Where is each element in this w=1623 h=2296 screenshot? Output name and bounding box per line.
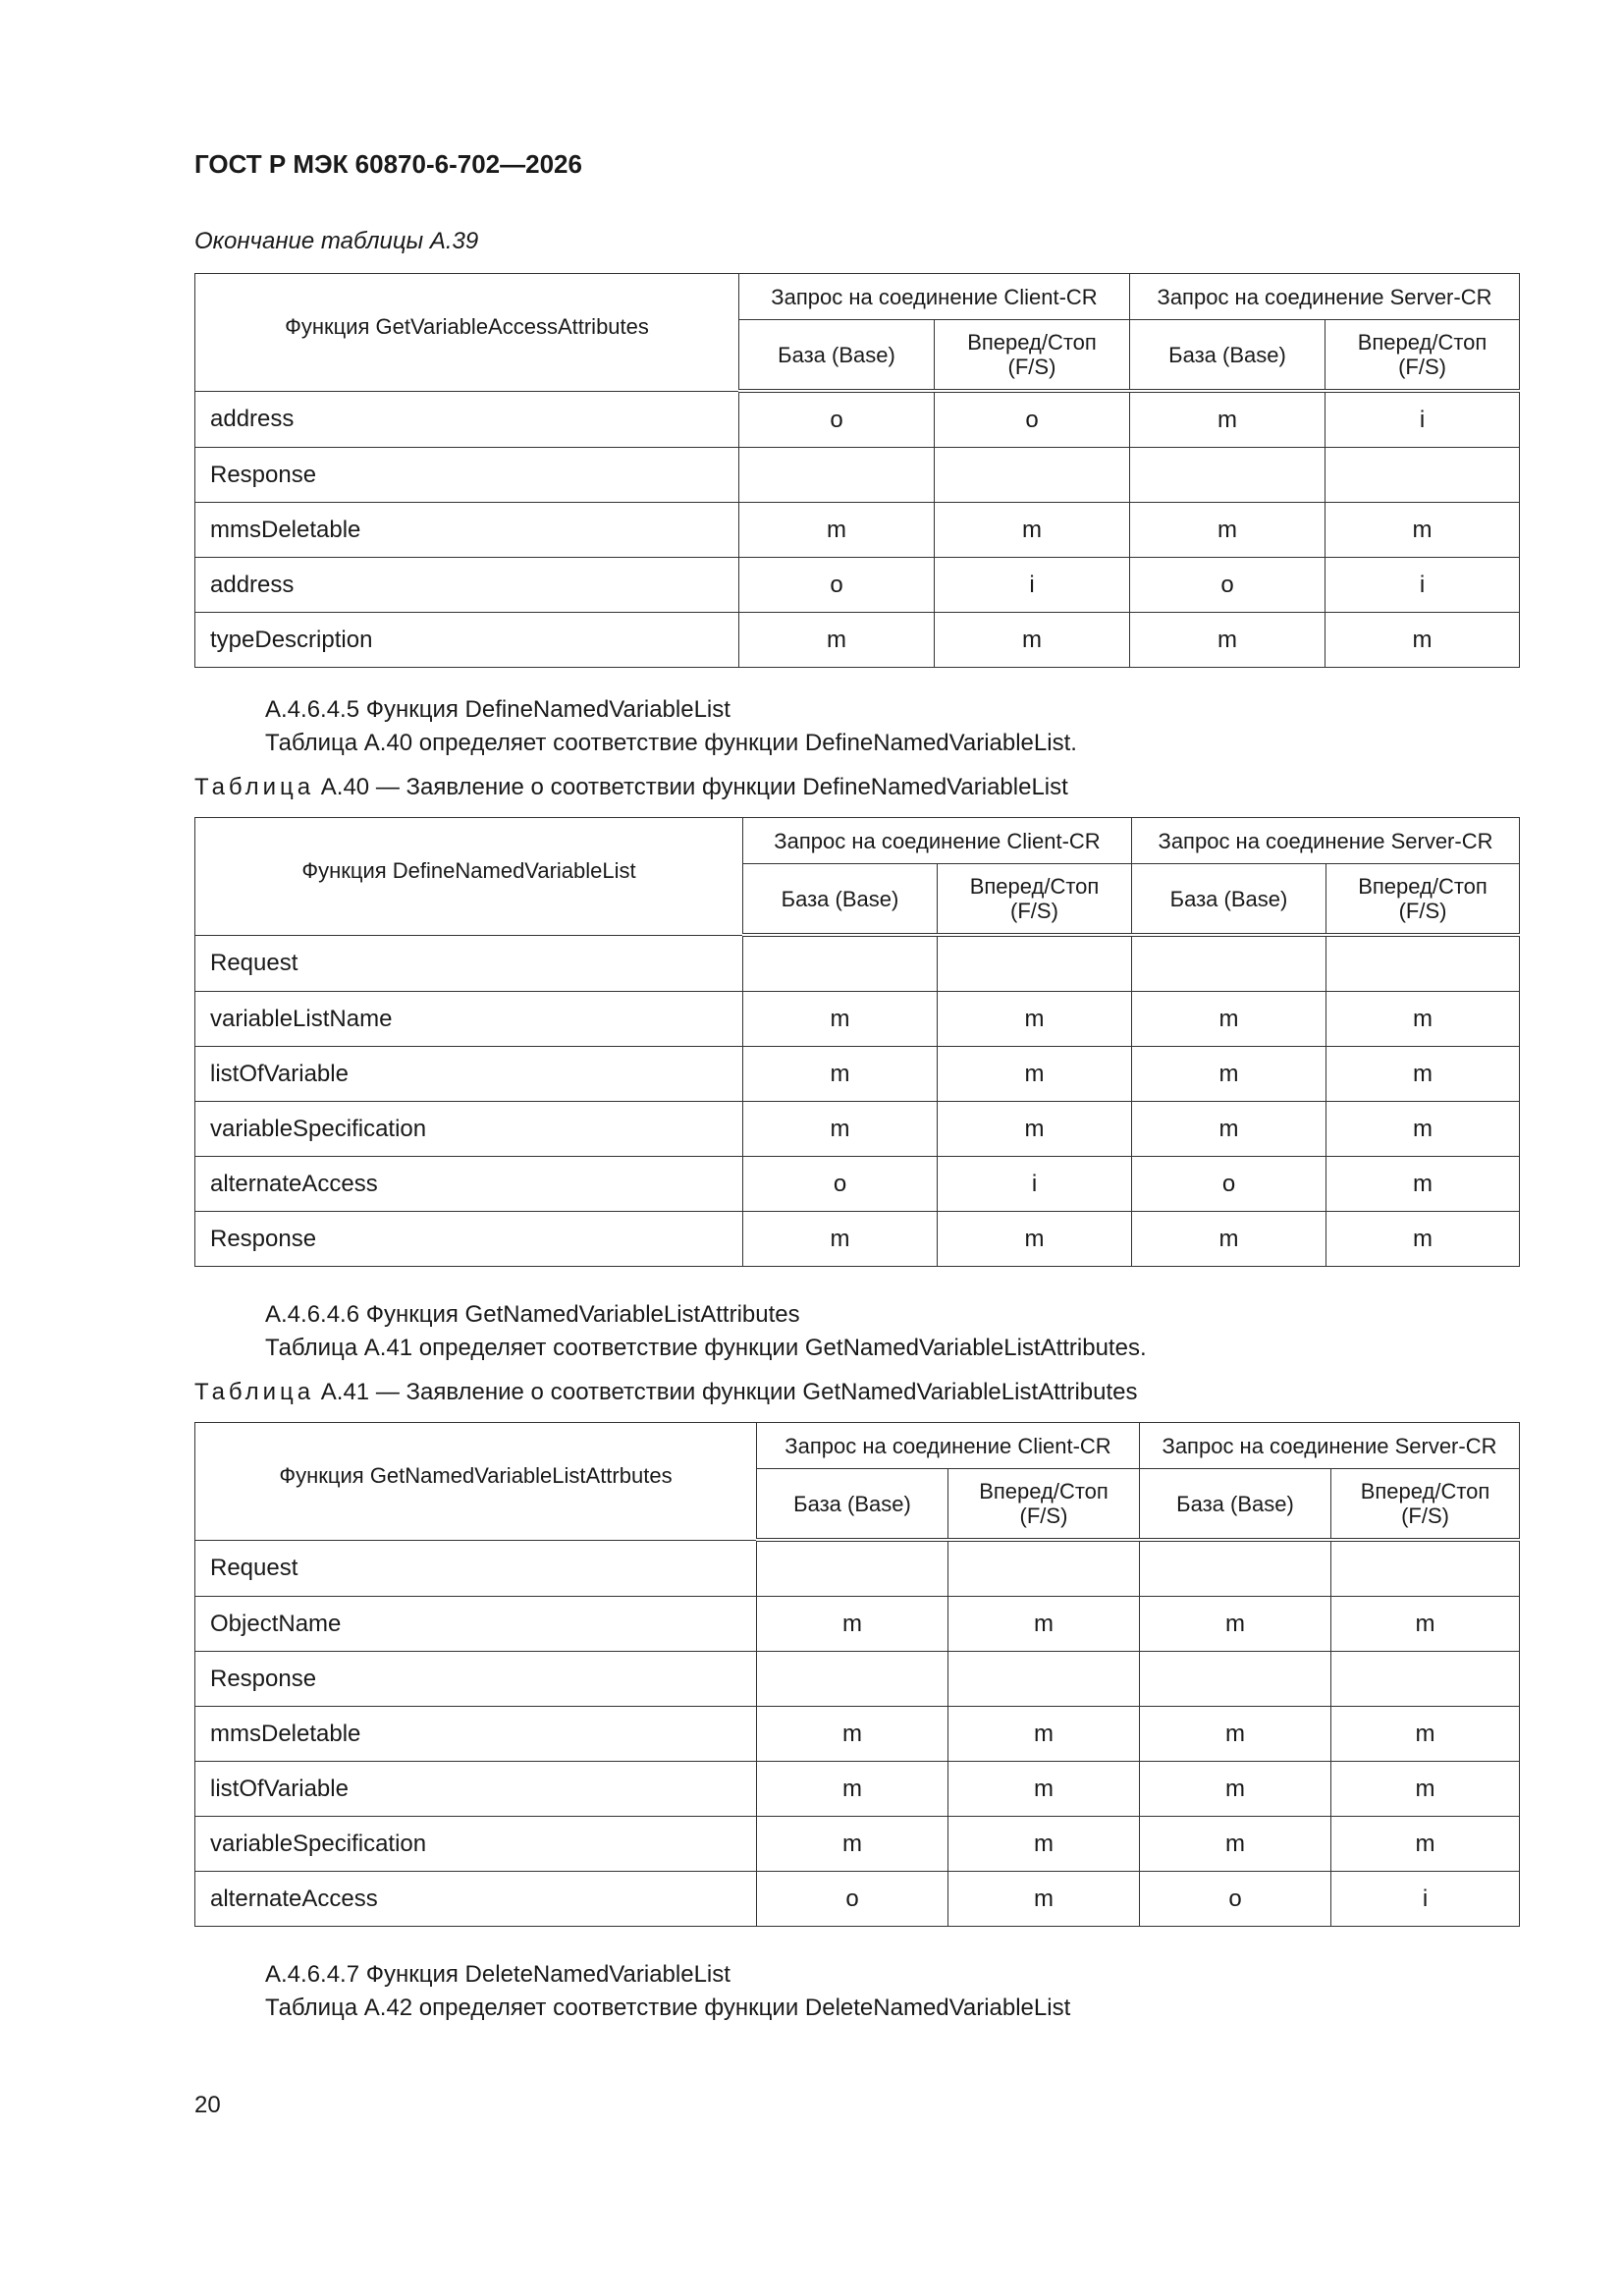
table-row: [195, 558, 1520, 613]
conformance-cell: i: [1325, 558, 1520, 613]
table-row: [195, 391, 1520, 448]
page-number: 20: [194, 2092, 221, 2118]
row-label: variableSpecification: [195, 1817, 757, 1872]
table-row: [195, 503, 1520, 558]
conformance-cell: m: [1326, 1157, 1520, 1212]
conformance-cell: o: [739, 391, 935, 448]
conformance-cell: m: [743, 1047, 938, 1102]
table-row: [195, 1597, 1520, 1652]
table-row: [195, 613, 1520, 668]
conformance-cell: m: [757, 1597, 948, 1652]
table-a39-block: [194, 273, 1519, 668]
base-column-header: База (Base): [1132, 864, 1326, 936]
conformance-cell: m: [1130, 613, 1325, 668]
row-label: mmsDeletable: [195, 1707, 757, 1762]
row-label: ObjectName: [195, 1597, 757, 1652]
fs-column-header: Вперед/Стоп (F/S): [948, 1469, 1140, 1541]
conformance-cell: m: [1331, 1817, 1520, 1872]
base-column-header: База (Base): [739, 320, 935, 392]
conformance-cell: [1331, 1540, 1520, 1597]
conformance-cell: [757, 1540, 948, 1597]
row-label: variableListName: [195, 992, 743, 1047]
document-header: ГОСТ Р МЭК 60870-6-702—2026: [194, 149, 582, 179]
conformance-cell: [948, 1652, 1140, 1707]
conformance-cell: m: [1326, 1102, 1520, 1157]
table-row: [195, 1157, 1520, 1212]
table-row: [195, 1212, 1520, 1267]
table-row: [195, 1872, 1520, 1927]
conformance-cell: o: [1140, 1872, 1331, 1927]
table-row: [195, 448, 1520, 503]
conformance-cell: m: [743, 992, 938, 1047]
conformance-cell: o: [1132, 1157, 1326, 1212]
clause-text: Таблица А.42 определяет соответствие функции DeleteNamedVariableList: [265, 1995, 1071, 2021]
conformance-cell: [743, 935, 938, 992]
conformance-cell: m: [938, 1212, 1132, 1267]
fs-column-header: Вперед/Стоп (F/S): [938, 864, 1132, 936]
table-row: [195, 1102, 1520, 1157]
table-a41: [194, 1422, 1520, 1927]
clause-text: Таблица А.41 определяет соответствие функции GetNamedVariableListAttributes.: [265, 1335, 1147, 1361]
conformance-cell: m: [1331, 1762, 1520, 1817]
client-cr-group-header: Запрос на соединение Client-CR: [739, 274, 1130, 320]
fs-column-header: Вперед/Стоп (F/S): [1331, 1469, 1520, 1541]
section-a4647: [194, 1958, 1519, 2025]
table-row: [195, 1817, 1520, 1872]
table-row: [195, 1762, 1520, 1817]
table-caption: Таблица А.41 — Заявление о соответствии функции GetNamedVariableListAttributes: [194, 1379, 1138, 1405]
conformance-cell: m: [938, 1102, 1132, 1157]
row-label: typeDescription: [195, 613, 739, 668]
clause-title: А.4.6.4.6 Функция GetNamedVariableListAttributes: [265, 1301, 800, 1328]
base-column-header: База (Base): [1130, 320, 1325, 392]
row-label: address: [195, 558, 739, 613]
conformance-cell: m: [948, 1597, 1140, 1652]
row-label: alternateAccess: [195, 1157, 743, 1212]
conformance-cell: m: [739, 613, 935, 668]
section-a4646: [194, 1298, 1519, 1927]
client-cr-group-header: Запрос на соединение Client-CR: [757, 1423, 1140, 1469]
conformance-cell: m: [1140, 1817, 1331, 1872]
conformance-cell: m: [938, 1047, 1132, 1102]
table-row: [195, 935, 1520, 992]
conformance-cell: m: [1325, 503, 1520, 558]
conformance-cell: m: [1140, 1597, 1331, 1652]
section-a4645: [194, 693, 1519, 1267]
row-label: Response: [195, 448, 739, 503]
conformance-cell: [1331, 1652, 1520, 1707]
fs-column-header: Вперед/Стоп (F/S): [1326, 864, 1520, 936]
conformance-cell: i: [1331, 1872, 1520, 1927]
clause-text: Таблица А.40 определяет соответствие функции DefineNamedVariableList.: [265, 730, 1077, 756]
table-row: [195, 992, 1520, 1047]
fs-column-header: Вперед/Стоп (F/S): [1325, 320, 1520, 392]
row-label: listOfVariable: [195, 1047, 743, 1102]
conformance-cell: i: [938, 1157, 1132, 1212]
row-label: Request: [195, 935, 743, 992]
row-label: mmsDeletable: [195, 503, 739, 558]
conformance-cell: m: [1132, 1212, 1326, 1267]
table-continuation-caption: Окончание таблицы А.39: [194, 228, 479, 254]
server-cr-group-header: Запрос на соединение Server-CR: [1130, 274, 1520, 320]
conformance-cell: m: [1132, 1047, 1326, 1102]
conformance-cell: [1140, 1652, 1331, 1707]
base-column-header: База (Base): [757, 1469, 948, 1541]
conformance-cell: m: [948, 1872, 1140, 1927]
table-row: [195, 1652, 1520, 1707]
conformance-cell: m: [1326, 1212, 1520, 1267]
table-row: [195, 1540, 1520, 1597]
conformance-cell: [739, 448, 935, 503]
conformance-cell: [1325, 448, 1520, 503]
conformance-cell: m: [1331, 1597, 1520, 1652]
conformance-cell: [1132, 935, 1326, 992]
client-cr-group-header: Запрос на соединение Client-CR: [743, 818, 1132, 864]
server-cr-group-header: Запрос на соединение Server-CR: [1140, 1423, 1520, 1469]
row-label: Response: [195, 1212, 743, 1267]
conformance-cell: [938, 935, 1132, 992]
conformance-cell: m: [1140, 1707, 1331, 1762]
row-label: address: [195, 391, 739, 448]
conformance-cell: m: [1331, 1707, 1520, 1762]
clause-title: А.4.6.4.7 Функция DeleteNamedVariableList: [265, 1961, 730, 1988]
function-column-header: Функция GetNamedVariableListAttrbutes: [195, 1423, 757, 1541]
conformance-cell: o: [739, 558, 935, 613]
conformance-cell: m: [935, 613, 1130, 668]
row-label: listOfVariable: [195, 1762, 757, 1817]
row-label: variableSpecification: [195, 1102, 743, 1157]
base-column-header: База (Base): [743, 864, 938, 936]
conformance-cell: m: [739, 503, 935, 558]
conformance-cell: m: [935, 503, 1130, 558]
conformance-cell: m: [743, 1102, 938, 1157]
conformance-cell: m: [948, 1762, 1140, 1817]
server-cr-group-header: Запрос на соединение Server-CR: [1132, 818, 1520, 864]
conformance-cell: i: [935, 558, 1130, 613]
conformance-cell: m: [757, 1817, 948, 1872]
conformance-cell: m: [938, 992, 1132, 1047]
fs-column-header: Вперед/Стоп (F/S): [935, 320, 1130, 392]
conformance-cell: [757, 1652, 948, 1707]
conformance-cell: [1130, 448, 1325, 503]
conformance-cell: m: [1326, 1047, 1520, 1102]
row-label: Response: [195, 1652, 757, 1707]
conformance-cell: m: [1130, 503, 1325, 558]
conformance-cell: [935, 448, 1130, 503]
conformance-cell: m: [1326, 992, 1520, 1047]
conformance-cell: m: [948, 1707, 1140, 1762]
conformance-cell: [1326, 935, 1520, 992]
conformance-cell: m: [948, 1817, 1140, 1872]
function-column-header: Функция GetVariableAccessAttributes: [195, 274, 739, 392]
conformance-cell: [1140, 1540, 1331, 1597]
conformance-cell: m: [1325, 613, 1520, 668]
row-label: Request: [195, 1540, 757, 1597]
table-caption: Таблица А.40 — Заявление о соответствии функции DefineNamedVariableList: [194, 774, 1068, 800]
clause-title: А.4.6.4.5 Функция DefineNamedVariableList: [265, 696, 730, 723]
conformance-cell: [948, 1540, 1140, 1597]
table-row: [195, 1047, 1520, 1102]
conformance-cell: m: [743, 1212, 938, 1267]
conformance-cell: o: [743, 1157, 938, 1212]
conformance-cell: m: [1140, 1762, 1331, 1817]
conformance-cell: m: [1132, 992, 1326, 1047]
conformance-cell: o: [757, 1872, 948, 1927]
table-row: [195, 1707, 1520, 1762]
conformance-cell: o: [1130, 558, 1325, 613]
conformance-cell: m: [1132, 1102, 1326, 1157]
base-column-header: База (Base): [1140, 1469, 1331, 1541]
row-label: alternateAccess: [195, 1872, 757, 1927]
table-a39: [194, 273, 1520, 668]
function-column-header: Функция DefineNamedVariableList: [195, 818, 743, 936]
conformance-cell: o: [935, 391, 1130, 448]
table-a40: [194, 817, 1520, 1267]
conformance-cell: m: [1130, 391, 1325, 448]
conformance-cell: m: [757, 1707, 948, 1762]
conformance-cell: i: [1325, 391, 1520, 448]
conformance-cell: m: [757, 1762, 948, 1817]
